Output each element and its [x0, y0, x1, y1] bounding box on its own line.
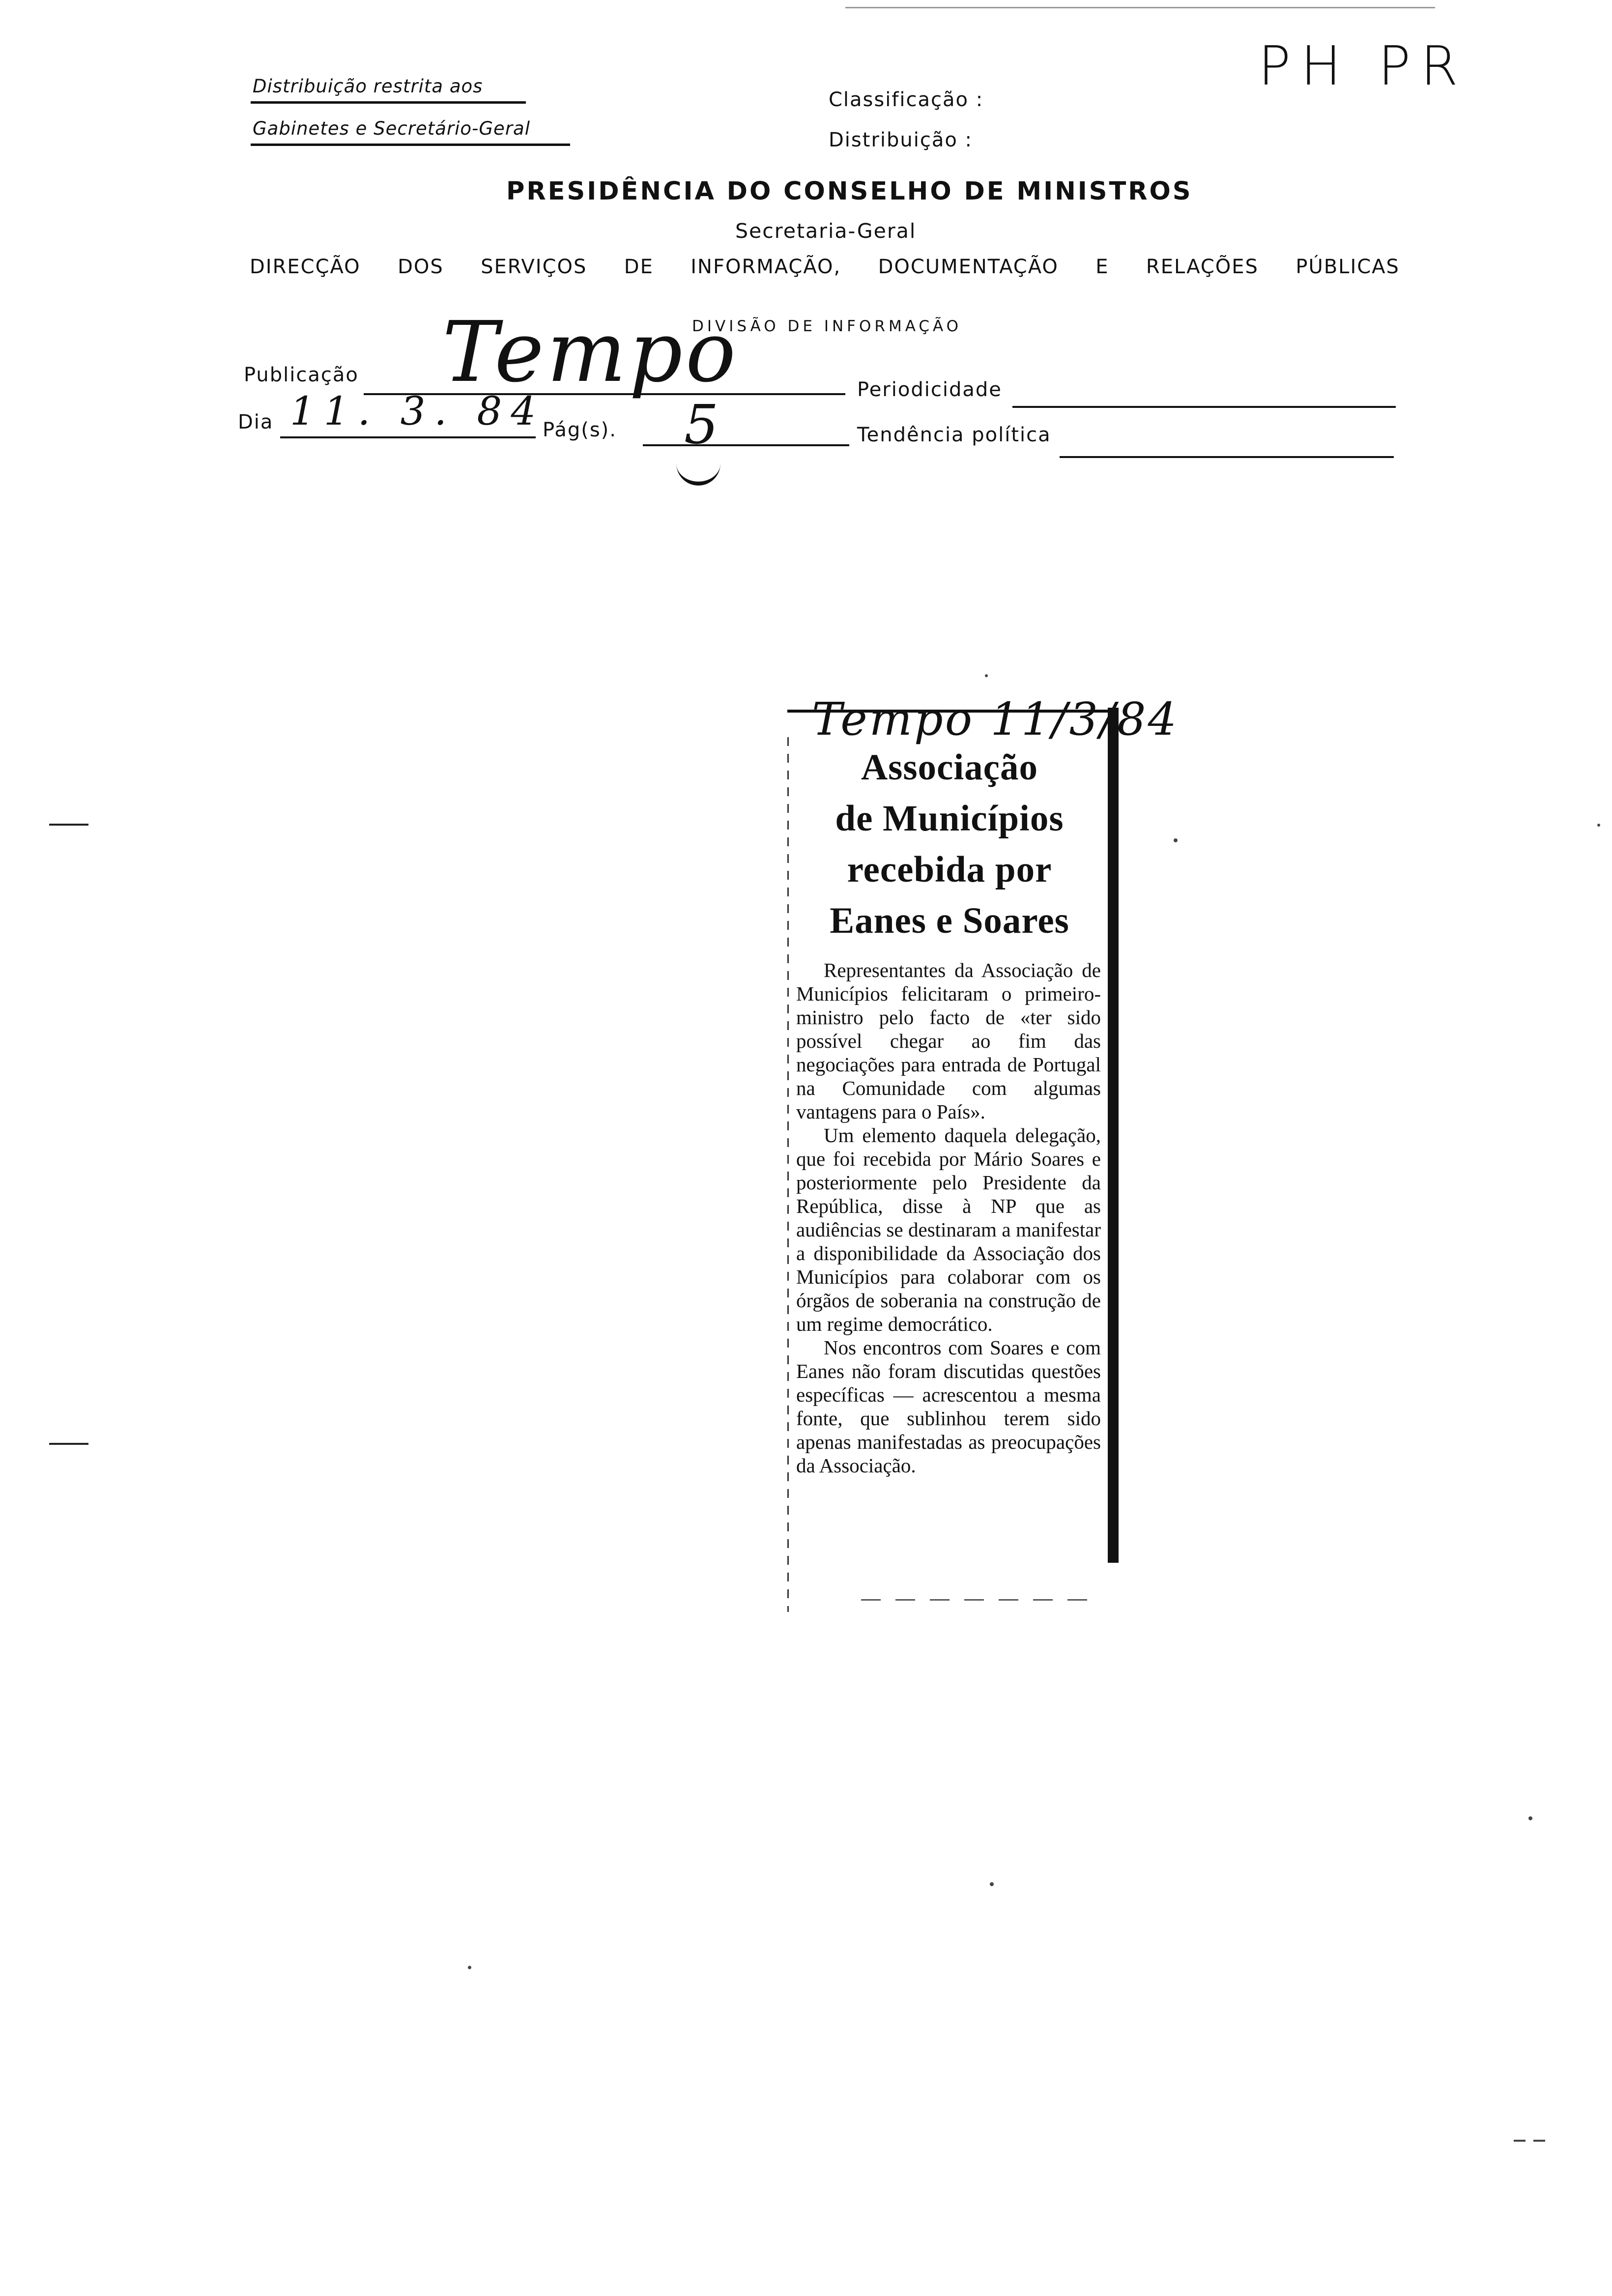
- punch-mark: [49, 1443, 88, 1445]
- periodicidade-label: Periodicidade: [857, 378, 1002, 401]
- distribuicao-label: Distribuição :: [829, 129, 973, 151]
- division-label: DIVISÃO DE INFORMAÇÃO: [692, 317, 962, 335]
- speck: [1597, 824, 1600, 827]
- clipping-paragraph: Nos encontros com Soares e com Eanes não foram discutidas questões específicas — acrescentou a mesma fonte, que sublinhou terem sido apenas manifestadas as preocupações da Associação.: [796, 1336, 1101, 1477]
- clipping-paragraph: Um elemento daquela delegação, que foi recebida por Mário Soares e posteriormente pelo Presidente da República, disse à NP que as audiências se destinaram a manifestar a disponibilidade da Associação dos Municípios para colaborar com os órgãos de soberania na construção de um regime democrático.: [796, 1124, 1101, 1335]
- speck: [468, 1966, 471, 1969]
- classificacao-label: Classificação :: [829, 88, 984, 111]
- pags-label: Pág(s).: [543, 419, 617, 441]
- clipping-paragraph: Representantes da Associação de Municípios felicitaram o primeiro-ministro pelo facto de «ter sido possível chegar ao fim das negociações para entrada de Portugal na Comunidade com algumas vantagens para o País».: [796, 959, 1101, 1123]
- headline-line: Eanes e Soares: [830, 900, 1069, 941]
- headline-line: recebida por: [847, 849, 1052, 890]
- speck: [990, 1882, 994, 1886]
- directorate-word: RELAÇÕES: [1146, 256, 1259, 278]
- directorate-word: PÚBLICAS: [1295, 256, 1400, 278]
- directorate-word: DOS: [398, 256, 444, 278]
- stamp-rule-2: [251, 144, 570, 146]
- publicacao-handwritten: Tempo: [442, 304, 739, 401]
- speck: [985, 674, 988, 677]
- punch-mark: [49, 824, 88, 826]
- headline-line: de Municípios: [835, 798, 1064, 839]
- dia-label: Dia: [238, 411, 274, 433]
- corner-handwritten-annotation: PH PR: [1258, 34, 1468, 97]
- clipping-left-edge: [787, 737, 789, 1612]
- directorate-word: DOCUMENTAÇÃO: [878, 256, 1059, 278]
- clipping-bottom-edge: [861, 1599, 1097, 1601]
- stamp-rule-1: [251, 101, 526, 104]
- directorate-word: INFORMAÇÃO,: [691, 256, 841, 278]
- pags-handwritten: 5: [684, 393, 719, 456]
- restricted-distribution-line2: Gabinetes e Secretário-Geral: [253, 118, 530, 139]
- speck: [1174, 838, 1178, 842]
- speck: [1528, 1816, 1532, 1820]
- dia-handwritten: 11. 3. 84: [290, 388, 545, 434]
- pags-rule: [643, 444, 849, 446]
- edge-mark: [1514, 2140, 1553, 2142]
- pags-handwritten-mark: [676, 462, 720, 486]
- dia-rule: [280, 436, 536, 438]
- clipping-headline: [797, 742, 1102, 947]
- clipping-body: [796, 958, 1101, 1477]
- directorate-word: E: [1095, 256, 1109, 278]
- periodicidade-rule: [1012, 406, 1396, 408]
- ministry-title: PRESIDÊNCIA DO CONSELHO DE MINISTROS: [506, 177, 1193, 206]
- headline-line: Associação: [861, 747, 1038, 788]
- directorate-line: [250, 256, 1400, 278]
- clipping-handwritten-source: Tempo 11/3/84: [812, 693, 1179, 746]
- secretaria-geral: Secretaria-Geral: [735, 219, 917, 243]
- directorate-word: DIRECÇÃO: [250, 256, 361, 278]
- publicacao-label: Publicação: [244, 364, 359, 386]
- directorate-word: SERVIÇOS: [481, 256, 587, 278]
- directorate-word: DE: [624, 256, 654, 278]
- restricted-distribution-line1: Distribuição restrita aos: [253, 76, 483, 97]
- newspaper-clipping: [787, 693, 1179, 1616]
- clipping-column-bar: [1108, 708, 1119, 1563]
- tendencia-rule: [1060, 456, 1394, 458]
- top-edge-line: [845, 7, 1435, 8]
- tendencia-label: Tendência política: [857, 424, 1051, 446]
